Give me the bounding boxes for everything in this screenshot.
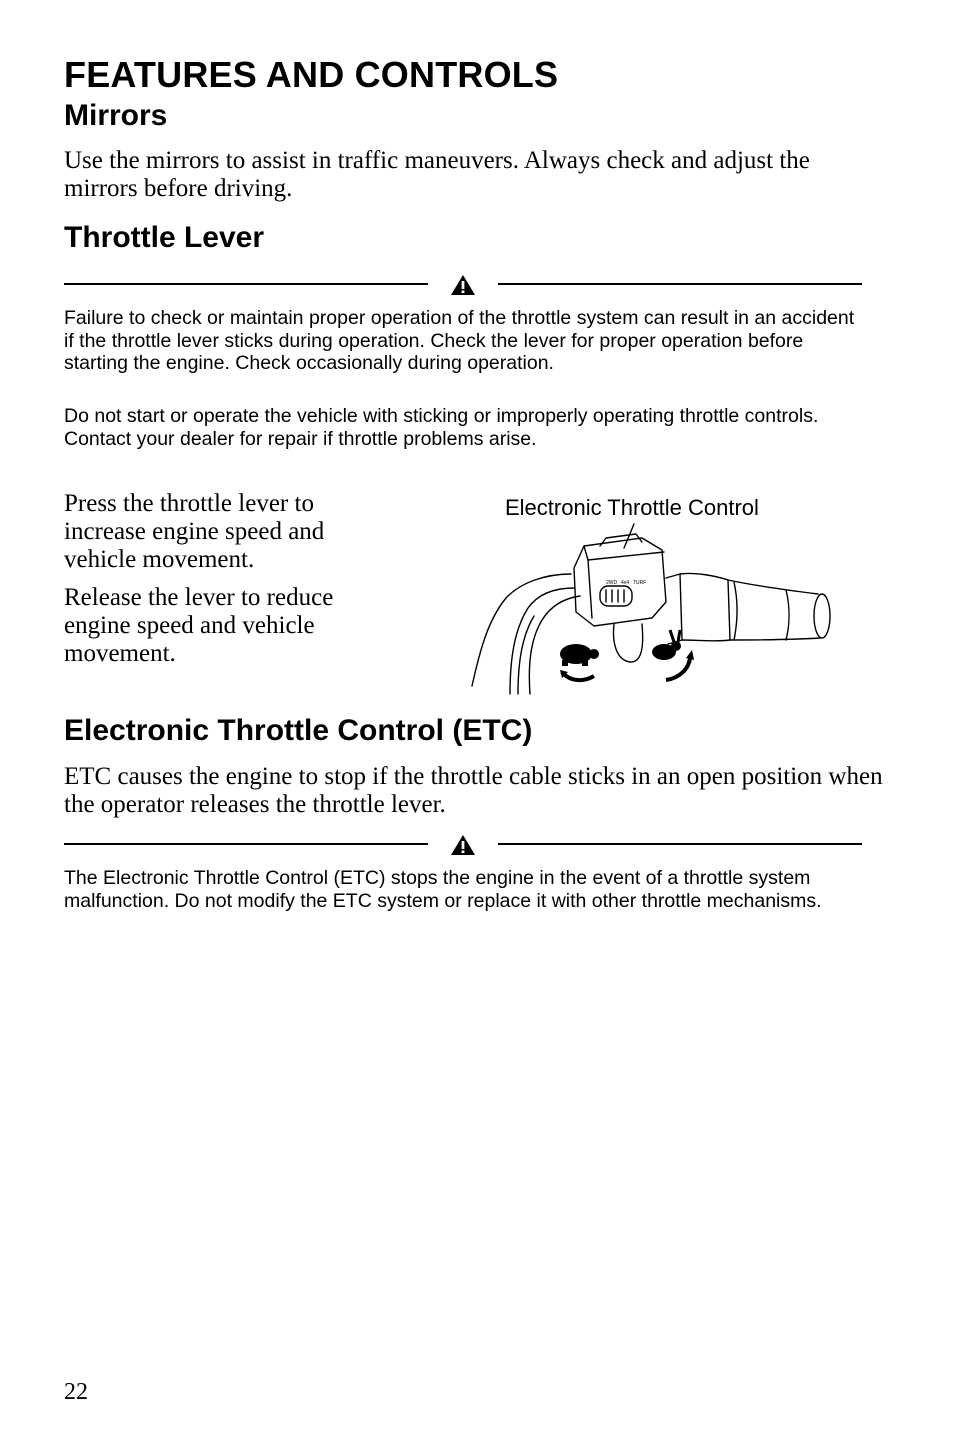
warning-rule-left — [64, 843, 428, 845]
chapter-title: FEATURES AND CONTROLS — [64, 54, 559, 95]
handlebar-illustration — [466, 490, 846, 700]
warning-triangle-icon — [450, 834, 476, 856]
svg-text:2WD: 2WD — [606, 580, 618, 586]
mirrors-paragraph: Use the mirrors to assist in traffic maneuvers. Always check and adjust the mirrors before driving. — [64, 147, 810, 202]
section-title-mirrors: Mirrors — [64, 99, 168, 132]
warning-paragraph: Do not start or operate the vehicle with sticking or improperly operating throttle controls. Contact your dealer for repair if throttle problems arise. — [64, 405, 819, 450]
warning-triangle-icon — [450, 274, 476, 296]
etc-paragraph: ETC causes the engine to stop if the throttle cable sticks in an open position when the operator releases the throttle lever. — [64, 763, 883, 818]
page-number: 22 — [64, 1379, 88, 1405]
rabbit-icon — [652, 630, 694, 680]
turtle-icon — [560, 644, 599, 680]
warning-rule-right — [498, 843, 862, 845]
throttle-paragraph-press: Press the throttle lever to increase engine speed and vehicle movement. — [64, 490, 325, 573]
figure-caption: Electronic Throttle Control — [505, 495, 759, 520]
section-title-throttle-lever: Throttle Lever — [64, 221, 265, 254]
warning-paragraph: The Electronic Throttle Control (ETC) stops the engine in the event of a throttle system malfunction. Do not modify the ETC system or replace it with other throttle mechanisms. — [64, 867, 822, 912]
warning-rule-right — [498, 283, 862, 285]
throttle-paragraph-release: Release the lever to reduce engine speed and vehicle movement. — [64, 584, 334, 667]
warning-paragraph: Failure to check or maintain proper operation of the throttle system can result in an accident if the throttle lever sticks during operation. Check the lever for proper operation before starting the engine. Check occasionally during operation. — [64, 307, 855, 374]
section-title-etc: Electronic Throttle Control (ETC) — [64, 714, 533, 747]
svg-text:4x4: 4x4 — [621, 580, 630, 586]
svg-text:TURF: TURF — [633, 580, 647, 586]
warning-rule-left — [64, 283, 428, 285]
